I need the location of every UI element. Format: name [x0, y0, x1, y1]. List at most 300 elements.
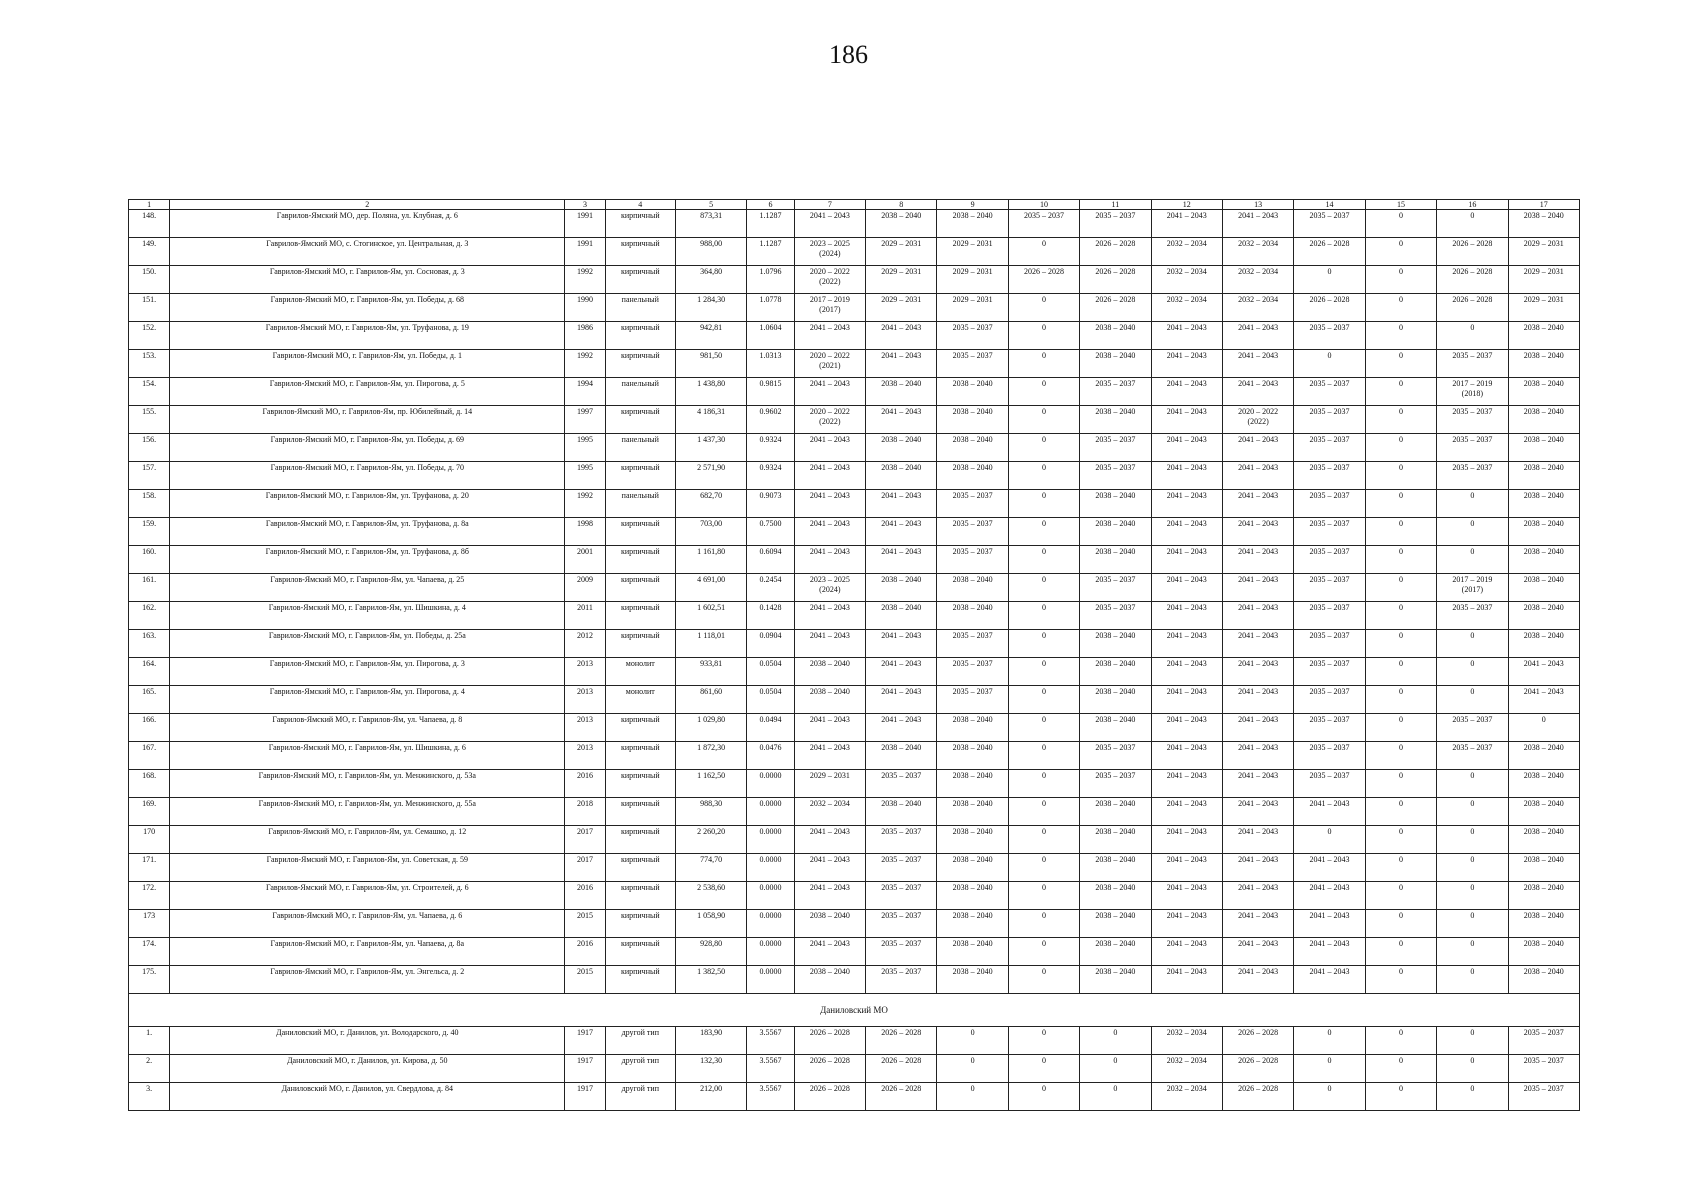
- table-cell: 2038 – 2040: [937, 742, 1008, 770]
- table-cell: 2041 – 2043: [1222, 574, 1293, 602]
- table-cell: 1990: [565, 294, 605, 322]
- row-number: 158.: [129, 490, 170, 518]
- table-cell: 2029 – 2031: [937, 266, 1008, 294]
- table-cell: кирпичный: [605, 602, 675, 630]
- table-cell: 2041 – 2043: [1222, 658, 1293, 686]
- table-cell: 2038 – 2040: [1080, 630, 1151, 658]
- table-cell: 2023 – 2025 (2024): [794, 574, 865, 602]
- table-cell: 3.5567: [747, 1027, 794, 1055]
- table-cell: 0: [1008, 406, 1079, 434]
- table-cell: 2038 – 2040: [866, 210, 937, 238]
- table-cell: 0: [1437, 210, 1508, 238]
- table-cell: 2041 – 2043: [1222, 798, 1293, 826]
- table-cell: 0: [1437, 770, 1508, 798]
- table-cell: 2035 – 2037: [937, 686, 1008, 714]
- address-cell: Гаврилов-Ямский МО, г. Гаврилов-Ям, ул. Чапаева, д. 8а: [170, 938, 565, 966]
- table-cell: 2041 – 2043: [1294, 938, 1365, 966]
- table-cell: 0.0504: [747, 686, 794, 714]
- table-cell: 0: [1008, 434, 1079, 462]
- table-cell: 2038 – 2040: [937, 910, 1008, 938]
- table-cell: 2017 – 2019 (2018): [1437, 378, 1508, 406]
- table-cell: 2041 – 2043: [866, 350, 937, 378]
- table-cell: 1 029,80: [675, 714, 746, 742]
- row-number: 150.: [129, 266, 170, 294]
- table-row: [129, 518, 1580, 546]
- table-cell: 2041 – 2043: [794, 518, 865, 546]
- table-cell: 1998: [565, 518, 605, 546]
- column-number: 8: [866, 200, 937, 210]
- table-cell: 2041 – 2043: [1151, 490, 1222, 518]
- table-cell: 2041 – 2043: [794, 938, 865, 966]
- table-cell: 2038 – 2040: [1508, 434, 1579, 462]
- address-cell: Гаврилов-Ямский МО, г. Гаврилов-Ям, ул. Труфанова, д. 20: [170, 490, 565, 518]
- table-cell: 2026 – 2028: [1222, 1055, 1293, 1083]
- table-cell: 2 538,60: [675, 882, 746, 910]
- table-cell: 2041 – 2043: [1151, 686, 1222, 714]
- table-cell: панельный: [605, 378, 675, 406]
- table-cell: 2 571,90: [675, 462, 746, 490]
- table-cell: 2041 – 2043: [1508, 658, 1579, 686]
- table-cell: 2032 – 2034: [1151, 1055, 1222, 1083]
- table-cell: 2041 – 2043: [1151, 378, 1222, 406]
- table-cell: другой тип: [605, 1055, 675, 1083]
- table-cell: 2041 – 2043: [1151, 966, 1222, 994]
- table-cell: кирпичный: [605, 910, 675, 938]
- table-cell: 0: [1008, 546, 1079, 574]
- table-cell: 2041 – 2043: [1294, 910, 1365, 938]
- table-cell: 2017 – 2019 (2017): [1437, 574, 1508, 602]
- table-cell: 2038 – 2040: [1508, 910, 1579, 938]
- table-cell: 2035 – 2037: [866, 966, 937, 994]
- table-row: [129, 490, 1580, 518]
- table-cell: 2029 – 2031: [794, 770, 865, 798]
- address-cell: Гаврилов-Ямский МО, г. Гаврилов-Ям, ул. Сосновая, д. 3: [170, 266, 565, 294]
- table-cell: 2013: [565, 658, 605, 686]
- table-cell: 2035 – 2037: [937, 322, 1008, 350]
- table-cell: 2013: [565, 686, 605, 714]
- table-cell: 0: [1365, 630, 1436, 658]
- table-cell: 2035 – 2037: [1294, 686, 1365, 714]
- table-row: [129, 882, 1580, 910]
- table-cell: 0: [1008, 1083, 1079, 1111]
- table-cell: 0.0000: [747, 854, 794, 882]
- table-cell: кирпичный: [605, 322, 675, 350]
- table-cell: 2038 – 2040: [1508, 966, 1579, 994]
- table-cell: 0: [1008, 714, 1079, 742]
- row-number: 167.: [129, 742, 170, 770]
- table-cell: 2041 – 2043: [1294, 854, 1365, 882]
- column-number: 7: [794, 200, 865, 210]
- table-cell: панельный: [605, 434, 675, 462]
- table-cell: 0: [1365, 322, 1436, 350]
- table-cell: кирпичный: [605, 574, 675, 602]
- row-number: 169.: [129, 798, 170, 826]
- table-cell: 942,81: [675, 322, 746, 350]
- column-number: 14: [1294, 200, 1365, 210]
- table-cell: 2038 – 2040: [937, 770, 1008, 798]
- table-cell: 1992: [565, 266, 605, 294]
- table-row: [129, 910, 1580, 938]
- table-cell: 2038 – 2040: [794, 910, 865, 938]
- table-cell: 1.0313: [747, 350, 794, 378]
- table-cell: 2041 – 2043: [1222, 714, 1293, 742]
- table-row: [129, 406, 1580, 434]
- table-cell: 0: [1437, 1027, 1508, 1055]
- table-cell: 0: [1080, 1083, 1151, 1111]
- table-cell: 2041 – 2043: [794, 378, 865, 406]
- table-cell: 2041 – 2043: [866, 630, 937, 658]
- table-cell: 2041 – 2043: [794, 854, 865, 882]
- table-cell: 0: [1365, 350, 1436, 378]
- table-cell: 2041 – 2043: [866, 518, 937, 546]
- table-cell: 873,31: [675, 210, 746, 238]
- table-cell: кирпичный: [605, 798, 675, 826]
- table-cell: 2017: [565, 826, 605, 854]
- table-cell: 928,80: [675, 938, 746, 966]
- table-cell: 2041 – 2043: [1222, 602, 1293, 630]
- table-cell: 0: [1080, 1055, 1151, 1083]
- table-cell: 0.0904: [747, 630, 794, 658]
- table-cell: 2041 – 2043: [1222, 210, 1293, 238]
- table-cell: 2041 – 2043: [1151, 546, 1222, 574]
- table-cell: 2015: [565, 966, 605, 994]
- table-cell: 2038 – 2040: [1508, 742, 1579, 770]
- table-row: [129, 770, 1580, 798]
- table-cell: 2041 – 2043: [1294, 798, 1365, 826]
- row-number: 3.: [129, 1083, 170, 1111]
- table-cell: 2038 – 2040: [1080, 966, 1151, 994]
- table-cell: 2041 – 2043: [1151, 322, 1222, 350]
- table-cell: 2035 – 2037: [1437, 434, 1508, 462]
- table-cell: 2038 – 2040: [1080, 490, 1151, 518]
- table-cell: 0: [1008, 770, 1079, 798]
- table-cell: 0: [1437, 1083, 1508, 1111]
- table-cell: 2032 – 2034: [1151, 1083, 1222, 1111]
- table-cell: 2035 – 2037: [866, 770, 937, 798]
- table-cell: 2009: [565, 574, 605, 602]
- table-cell: 0: [1437, 1055, 1508, 1083]
- table-cell: кирпичный: [605, 462, 675, 490]
- table-cell: 2023 – 2025 (2024): [794, 238, 865, 266]
- table-cell: 0: [1437, 882, 1508, 910]
- table-cell: кирпичный: [605, 742, 675, 770]
- table-cell: 2041 – 2043: [1151, 854, 1222, 882]
- address-cell: Гаврилов-Ямский МО, г. Гаврилов-Ям, ул. Победы, д. 68: [170, 294, 565, 322]
- table-cell: 0: [1008, 826, 1079, 854]
- address-cell: Гаврилов-Ямский МО, г. Гаврилов-Ям, ул. Победы, д. 25а: [170, 630, 565, 658]
- table-cell: 2015: [565, 910, 605, 938]
- table-cell: 0: [1008, 630, 1079, 658]
- table-row: [129, 378, 1580, 406]
- table-cell: 1 437,30: [675, 434, 746, 462]
- table-cell: 1994: [565, 378, 605, 406]
- table-cell: 1 284,30: [675, 294, 746, 322]
- table-cell: монолит: [605, 658, 675, 686]
- table-cell: 2038 – 2040: [1080, 406, 1151, 434]
- table-cell: 2018: [565, 798, 605, 826]
- table-cell: 2026 – 2028: [1437, 294, 1508, 322]
- table-cell: другой тип: [605, 1027, 675, 1055]
- table-cell: 1917: [565, 1027, 605, 1055]
- table-row: [129, 462, 1580, 490]
- table-cell: 0: [1008, 798, 1079, 826]
- table-cell: 2026 – 2028: [1437, 266, 1508, 294]
- table-cell: 1 872,30: [675, 742, 746, 770]
- table-cell: 2032 – 2034: [794, 798, 865, 826]
- table-cell: 0: [1365, 658, 1436, 686]
- table-cell: 2038 – 2040: [1080, 714, 1151, 742]
- table-cell: 0.6094: [747, 546, 794, 574]
- table-cell: 0: [1365, 854, 1436, 882]
- table-cell: 1992: [565, 490, 605, 518]
- table-cell: 2026 – 2028: [1080, 238, 1151, 266]
- table-row: [129, 602, 1580, 630]
- table-cell: 1.1287: [747, 238, 794, 266]
- table-cell: 0: [937, 1083, 1008, 1111]
- table-row: [129, 658, 1580, 686]
- table-cell: 2041 – 2043: [866, 490, 937, 518]
- table-cell: кирпичный: [605, 770, 675, 798]
- table-row: [129, 294, 1580, 322]
- table-cell: монолит: [605, 686, 675, 714]
- table-cell: 2026 – 2028: [866, 1027, 937, 1055]
- table-cell: 2026 – 2028: [1437, 238, 1508, 266]
- table-cell: 703,00: [675, 518, 746, 546]
- table-cell: 0: [1437, 826, 1508, 854]
- table-cell: 2038 – 2040: [1080, 322, 1151, 350]
- row-number: 165.: [129, 686, 170, 714]
- table-cell: 2038 – 2040: [1508, 630, 1579, 658]
- table-cell: 2041 – 2043: [794, 490, 865, 518]
- table-cell: 2035 – 2037: [866, 854, 937, 882]
- table-cell: 2035 – 2037: [1294, 602, 1365, 630]
- table-cell: 2041 – 2043: [1151, 658, 1222, 686]
- table-cell: 2032 – 2034: [1222, 294, 1293, 322]
- table-cell: 0: [1008, 1055, 1079, 1083]
- table-cell: 2041 – 2043: [794, 210, 865, 238]
- table-cell: 2026 – 2028: [1222, 1027, 1293, 1055]
- table-cell: кирпичный: [605, 350, 675, 378]
- table-cell: 2041 – 2043: [1151, 574, 1222, 602]
- table-cell: 2035 – 2037: [937, 350, 1008, 378]
- table-cell: 0: [1365, 770, 1436, 798]
- table-row: [129, 546, 1580, 574]
- address-cell: Гаврилов-Ямский МО, г. Гаврилов-Ям, ул. Победы, д. 69: [170, 434, 565, 462]
- table-cell: 2038 – 2040: [1508, 518, 1579, 546]
- table-cell: 2035 – 2037: [1294, 406, 1365, 434]
- address-cell: Гаврилов-Ямский МО, г. Гаврилов-Ям, ул. Пирогова, д. 5: [170, 378, 565, 406]
- table-cell: 861,60: [675, 686, 746, 714]
- table-cell: 0: [1365, 882, 1436, 910]
- table-cell: 1991: [565, 238, 605, 266]
- table-cell: 0: [1365, 1055, 1436, 1083]
- section-title: Даниловский МО: [129, 994, 1580, 1027]
- table-cell: кирпичный: [605, 210, 675, 238]
- table-cell: 2035 – 2037: [866, 826, 937, 854]
- table-cell: 2041 – 2043: [866, 322, 937, 350]
- address-cell: Гаврилов-Ямский МО, г. Гаврилов-Ям, ул. Энгельса, д. 2: [170, 966, 565, 994]
- row-number: 2.: [129, 1055, 170, 1083]
- address-cell: Гаврилов-Ямский МО, г. Гаврилов-Ям, ул. Шишкина, д. 4: [170, 602, 565, 630]
- table-row: [129, 322, 1580, 350]
- table-row: [129, 686, 1580, 714]
- table-cell: 0.7500: [747, 518, 794, 546]
- table-cell: 2041 – 2043: [1222, 910, 1293, 938]
- table-cell: 0.0476: [747, 742, 794, 770]
- table-cell: 2035 – 2037: [1294, 462, 1365, 490]
- row-number: 1.: [129, 1027, 170, 1055]
- table-cell: 2038 – 2040: [937, 966, 1008, 994]
- table-cell: 2041 – 2043: [1151, 630, 1222, 658]
- table-cell: 0: [1437, 854, 1508, 882]
- table-cell: 1.1287: [747, 210, 794, 238]
- table-row: [129, 210, 1580, 238]
- table-cell: 2038 – 2040: [1080, 938, 1151, 966]
- row-number: 153.: [129, 350, 170, 378]
- column-number: 12: [1151, 200, 1222, 210]
- table-cell: 1 058,90: [675, 910, 746, 938]
- table-cell: 0: [1437, 518, 1508, 546]
- table-cell: 2038 – 2040: [1508, 378, 1579, 406]
- row-number: 170: [129, 826, 170, 854]
- table-cell: 2038 – 2040: [794, 686, 865, 714]
- table-cell: 2038 – 2040: [1080, 798, 1151, 826]
- address-cell: Гаврилов-Ямский МО, г. Гаврилов-Ям, ул. Труфанова, д. 8а: [170, 518, 565, 546]
- table-cell: 1917: [565, 1083, 605, 1111]
- table-cell: 0: [1008, 518, 1079, 546]
- table-cell: 2038 – 2040: [937, 462, 1008, 490]
- table-cell: 2026 – 2028: [1294, 238, 1365, 266]
- table-cell: 2035 – 2037: [1080, 434, 1151, 462]
- table-cell: 682,70: [675, 490, 746, 518]
- column-number: 13: [1222, 200, 1293, 210]
- table-cell: 2001: [565, 546, 605, 574]
- address-cell: Гаврилов-Ямский МО, г. Гаврилов-Ям, ул. Чапаева, д. 8: [170, 714, 565, 742]
- table-cell: 2026 – 2028: [1080, 266, 1151, 294]
- table-cell: 2041 – 2043: [794, 714, 865, 742]
- address-cell: Даниловский МО, г. Данилов, ул. Кирова, д. 50: [170, 1055, 565, 1083]
- table-cell: 3.5567: [747, 1055, 794, 1083]
- table-cell: 2038 – 2040: [866, 742, 937, 770]
- table-cell: 2041 – 2043: [866, 658, 937, 686]
- table-cell: 2038 – 2040: [1508, 882, 1579, 910]
- program-table: [128, 199, 1580, 1111]
- table-cell: 2035 – 2037: [1080, 742, 1151, 770]
- row-number: 160.: [129, 546, 170, 574]
- table-cell: 0.0000: [747, 798, 794, 826]
- table-row: [129, 826, 1580, 854]
- table-cell: 2038 – 2040: [937, 798, 1008, 826]
- table-cell: 0: [1437, 546, 1508, 574]
- table-cell: 1 438,80: [675, 378, 746, 406]
- column-number: 3: [565, 200, 605, 210]
- column-number: 2: [170, 200, 565, 210]
- page-number: 186: [829, 40, 868, 69]
- table-cell: 0.0000: [747, 966, 794, 994]
- table-cell: 2038 – 2040: [1080, 854, 1151, 882]
- address-cell: Гаврилов-Ямский МО, г. Гаврилов-Ям, ул. Пирогова, д. 4: [170, 686, 565, 714]
- table-cell: 2035 – 2037: [937, 630, 1008, 658]
- table-cell: 2035 – 2037: [1080, 602, 1151, 630]
- table-cell: 132,30: [675, 1055, 746, 1083]
- table-cell: 2026 – 2028: [1080, 294, 1151, 322]
- table-cell: 1995: [565, 462, 605, 490]
- table-cell: 2041 – 2043: [1222, 350, 1293, 378]
- program-table-sheet: [128, 199, 1580, 1111]
- table-cell: 2038 – 2040: [1508, 490, 1579, 518]
- table-cell: 2041 – 2043: [1151, 350, 1222, 378]
- table-cell: 2038 – 2040: [794, 658, 865, 686]
- table-cell: 2026 – 2028: [1222, 1083, 1293, 1111]
- table-cell: 1.0796: [747, 266, 794, 294]
- table-cell: 2038 – 2040: [1080, 826, 1151, 854]
- table-cell: 212,00: [675, 1083, 746, 1111]
- table-cell: 2035 – 2037: [1508, 1055, 1579, 1083]
- table-cell: 2035 – 2037: [1294, 574, 1365, 602]
- table-cell: 2041 – 2043: [866, 406, 937, 434]
- table-cell: 2038 – 2040: [1508, 546, 1579, 574]
- table-cell: 0.9602: [747, 406, 794, 434]
- table-cell: 4 186,31: [675, 406, 746, 434]
- table-cell: кирпичный: [605, 882, 675, 910]
- table-cell: 0.9324: [747, 462, 794, 490]
- table-row: [129, 742, 1580, 770]
- table-cell: 2035 – 2037: [1294, 378, 1365, 406]
- table-cell: 0: [1008, 602, 1079, 630]
- table-cell: 0: [1294, 1083, 1365, 1111]
- table-cell: 2041 – 2043: [794, 602, 865, 630]
- table-cell: 0: [1437, 938, 1508, 966]
- address-cell: Гаврилов-Ямский МО, г. Гаврилов-Ям, ул. Труфанова, д. 19: [170, 322, 565, 350]
- row-number: 151.: [129, 294, 170, 322]
- table-row: [129, 266, 1580, 294]
- table-cell: 0: [1008, 1027, 1079, 1055]
- table-cell: 0.0504: [747, 658, 794, 686]
- table-cell: 2041 – 2043: [1222, 546, 1293, 574]
- table-cell: 2041 – 2043: [1151, 518, 1222, 546]
- table-cell: панельный: [605, 294, 675, 322]
- table-cell: 2041 – 2043: [1294, 882, 1365, 910]
- table-cell: 2032 – 2034: [1222, 266, 1293, 294]
- table-cell: 0.9324: [747, 434, 794, 462]
- table-cell: 2038 – 2040: [1080, 546, 1151, 574]
- table-cell: 1986: [565, 322, 605, 350]
- table-cell: 0: [1008, 378, 1079, 406]
- address-cell: Гаврилов-Ямский МО, г. Гаврилов-Ям, ул. Пирогова, д. 3: [170, 658, 565, 686]
- table-cell: кирпичный: [605, 966, 675, 994]
- table-cell: 2029 – 2031: [866, 266, 937, 294]
- table-cell: 1 162,50: [675, 770, 746, 798]
- table-cell: 2035 – 2037: [1294, 434, 1365, 462]
- table-cell: 1 382,50: [675, 966, 746, 994]
- row-number: 148.: [129, 210, 170, 238]
- table-cell: 2035 – 2037: [866, 938, 937, 966]
- table-cell: 2041 – 2043: [1151, 742, 1222, 770]
- table-cell: 0: [1008, 910, 1079, 938]
- table-cell: 1995: [565, 434, 605, 462]
- table-cell: кирпичный: [605, 630, 675, 658]
- table-cell: 2041 – 2043: [1151, 434, 1222, 462]
- table-cell: 0: [1437, 686, 1508, 714]
- table-cell: кирпичный: [605, 238, 675, 266]
- table-cell: 2032 – 2034: [1151, 294, 1222, 322]
- table-cell: кирпичный: [605, 826, 675, 854]
- table-cell: 2035 – 2037: [866, 882, 937, 910]
- table-cell: 0: [1508, 714, 1579, 742]
- row-number: 154.: [129, 378, 170, 406]
- table-cell: 2035 – 2037: [1437, 742, 1508, 770]
- table-cell: кирпичный: [605, 854, 675, 882]
